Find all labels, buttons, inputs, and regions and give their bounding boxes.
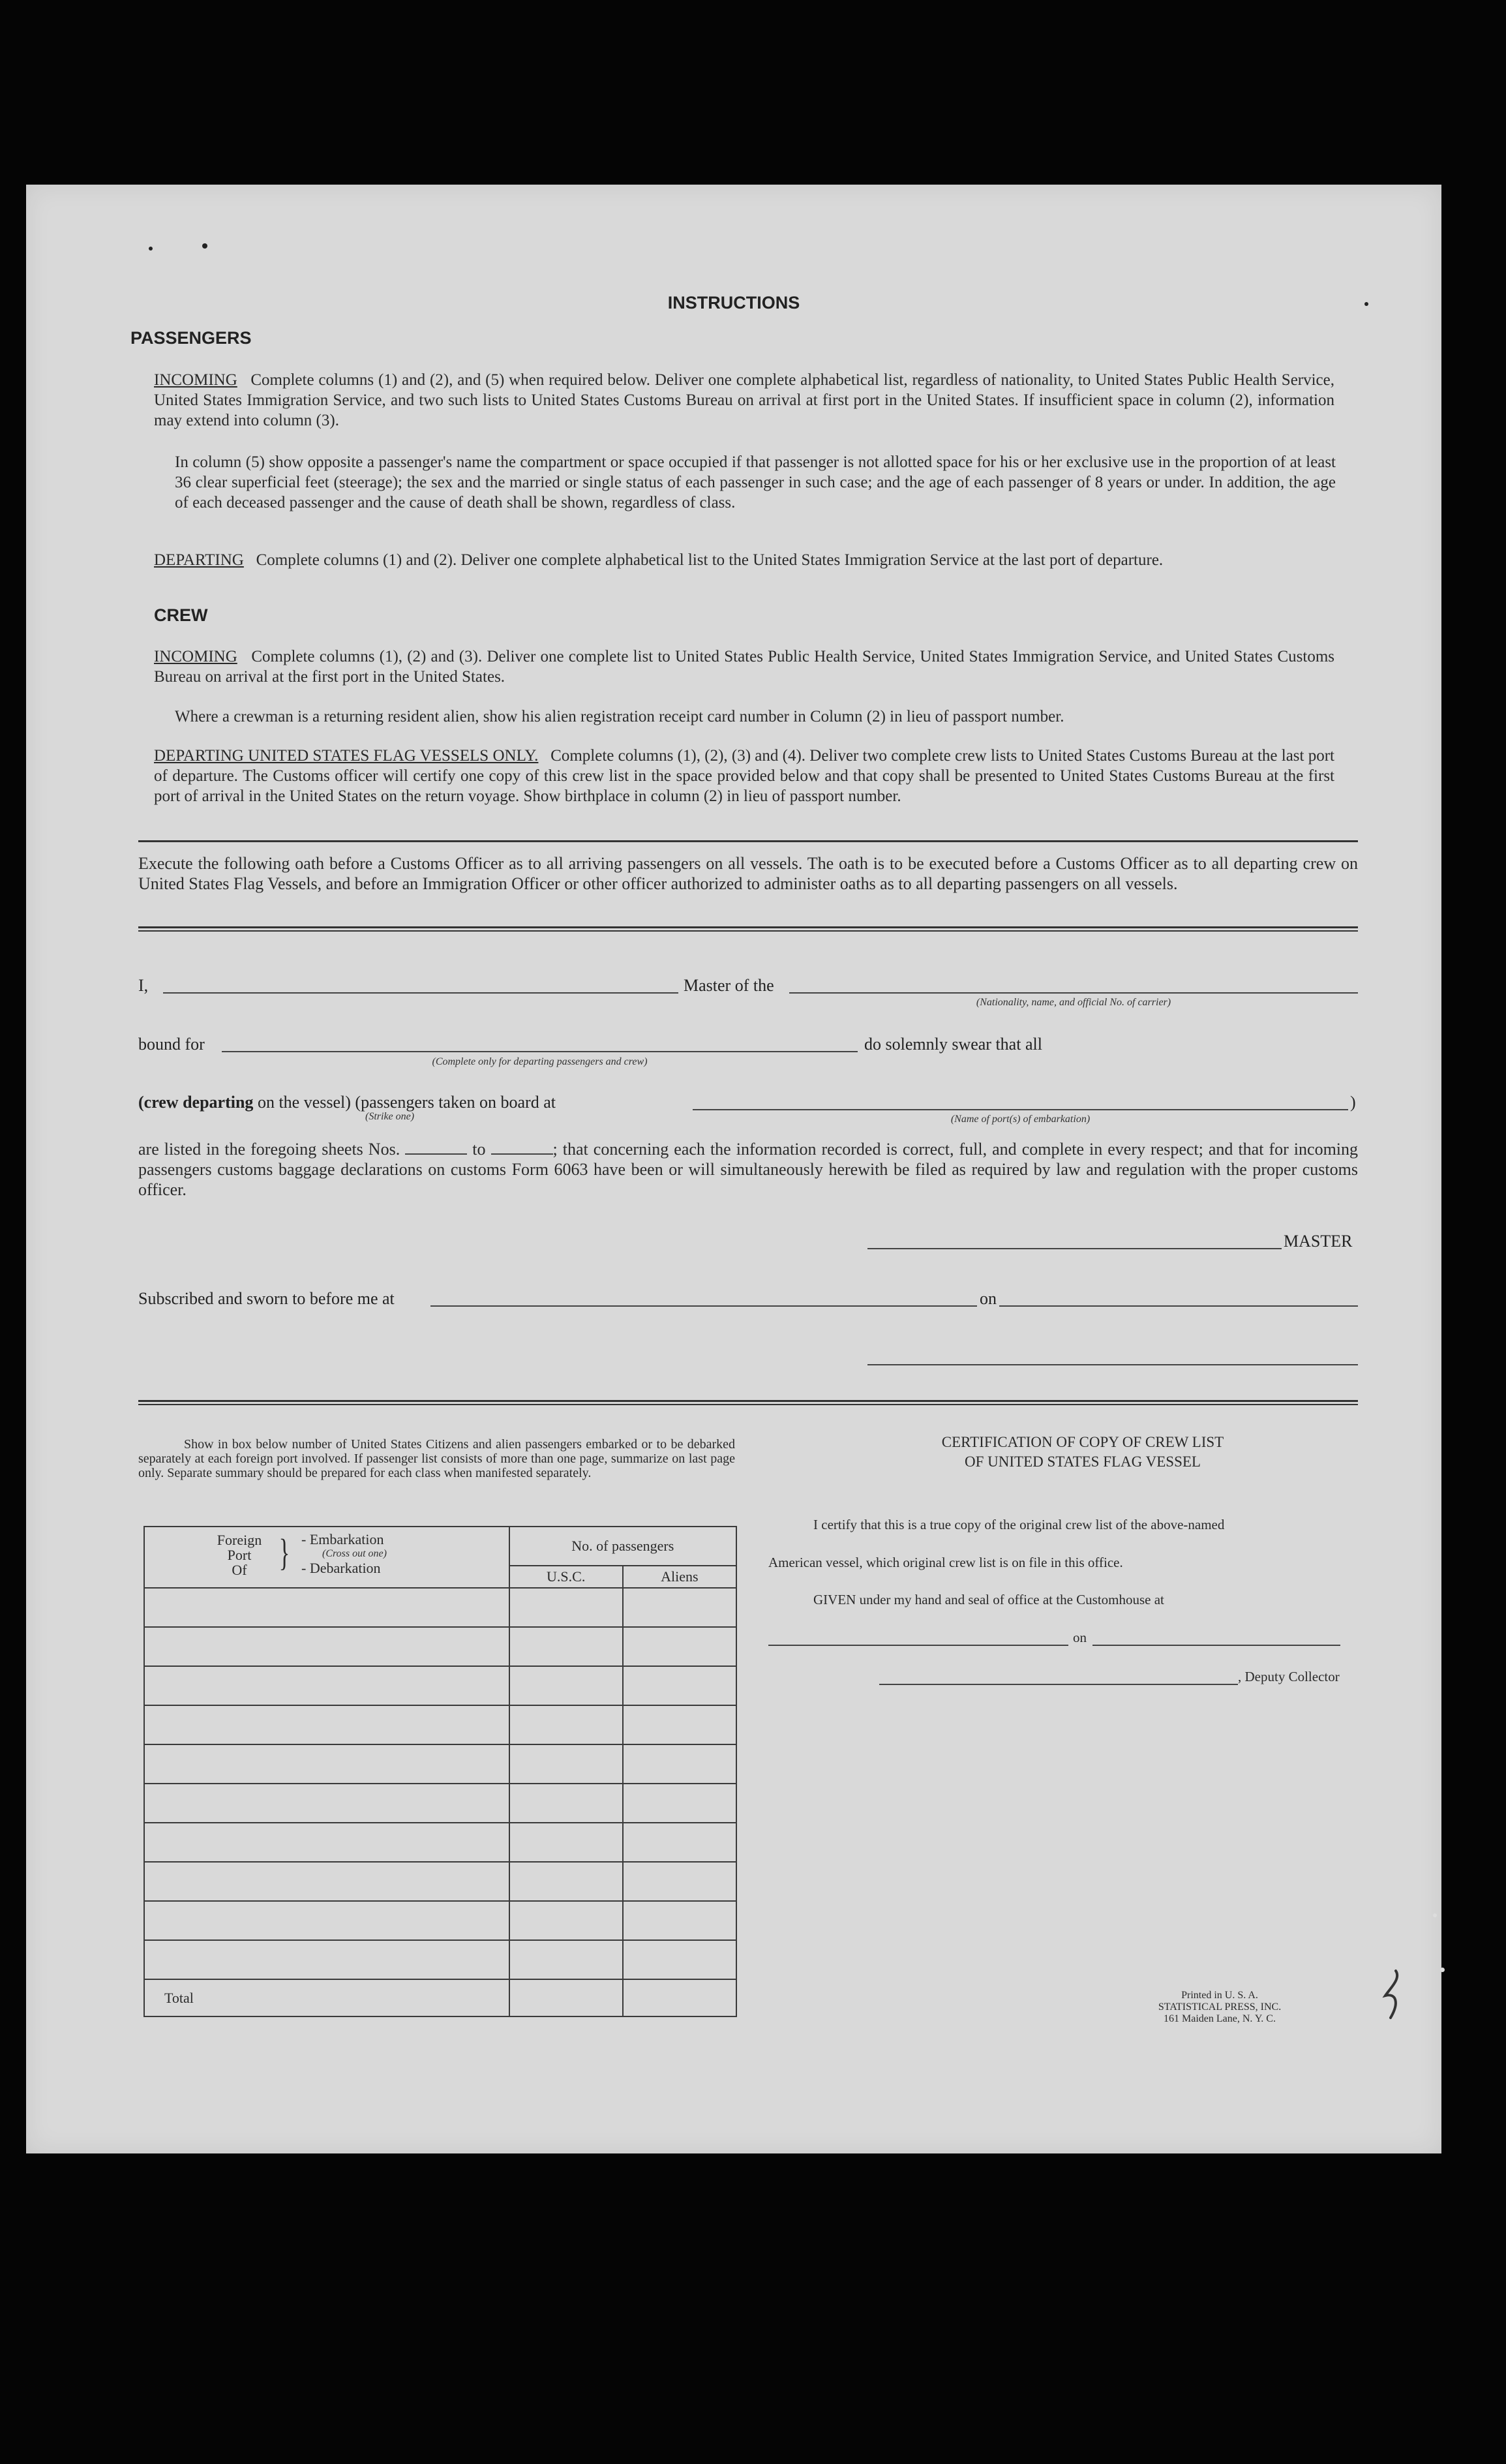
summary-row	[144, 1666, 736, 1705]
passenger-summary-table	[143, 1526, 737, 2017]
on-vessel-label: on the vessel)	[257, 1093, 351, 1112]
debarkation-label: - Debarkation	[301, 1560, 381, 1576]
port-cell[interactable]	[144, 1940, 509, 1979]
embarkation-port-field[interactable]	[693, 1109, 1348, 1110]
usc-cell[interactable]	[509, 1705, 623, 1744]
divider-rule	[138, 930, 1358, 932]
port-cell[interactable]	[144, 1627, 509, 1666]
passengers-heading: PASSENGERS	[130, 328, 252, 348]
flag-vessels-label: DEPARTING UNITED STATES FLAG VESSELS ONLY.	[154, 747, 539, 765]
customhouse-field[interactable]	[768, 1645, 1068, 1646]
usc-cell[interactable]	[509, 1901, 623, 1940]
carrier-caption: (Nationality, name, and official No. of carrier)	[976, 997, 1171, 1008]
port-cell[interactable]	[144, 1588, 509, 1627]
column5-paragraph: In column (5) show opposite a passenger's name the compartment or space occupied if that passenger is not allotted space for his or her exclusive use in the proportion of at least 36 clear superficial feet (steerage); the sex and the married or single status of each passenger in such case; and the age of each passenger of 8 years or under. In addition, the age of each deceased passenger and the cause of death shall be shown, regardless of class.	[175, 453, 1336, 511]
sheet-to-field[interactable]	[491, 1139, 553, 1155]
aliens-cell[interactable]	[623, 1588, 736, 1627]
cross-out-caption: (Cross out one)	[322, 1548, 387, 1559]
of-label: Of	[232, 1562, 247, 1578]
port-cell[interactable]	[144, 1823, 509, 1862]
port-cell[interactable]	[144, 1784, 509, 1823]
border-dot	[1440, 1968, 1445, 1972]
crew-departing-label: (crew departing	[138, 1093, 254, 1112]
printer-line-2: STATISTICAL PRESS, INC.	[1158, 2001, 1282, 2013]
brace-icon: }	[279, 1531, 290, 1574]
port-cell[interactable]	[144, 1666, 509, 1705]
officer-signature-field[interactable]	[867, 1364, 1358, 1365]
sworn-place-field[interactable]	[430, 1305, 977, 1307]
divider-rule	[138, 926, 1358, 928]
usc-cell[interactable]	[509, 1862, 623, 1901]
strike-caption: (Strike one)	[365, 1111, 415, 1122]
summary-row	[144, 1862, 736, 1901]
sheet-from-field[interactable]	[405, 1139, 467, 1155]
total-aliens-cell[interactable]	[623, 1979, 736, 2016]
border-dot	[1433, 1913, 1437, 1917]
master-label: MASTER	[1284, 1232, 1353, 1251]
aliens-cell[interactable]	[623, 1744, 736, 1784]
embarkation-label: - Embarkation	[301, 1531, 384, 1547]
no-of-passengers-header: No. of passengers	[509, 1527, 736, 1566]
aliens-cell[interactable]	[623, 1784, 736, 1823]
passengers-incoming-paragraph	[154, 370, 1334, 431]
port-label: Port	[227, 1547, 252, 1563]
to-label: to	[472, 1140, 486, 1159]
oath-intro-paragraph: Execute the following oath before a Customs Officer as to all arriving passengers on all vessels. The oath is to be executed before a Customs Officer as to all departing crew on United States Flag Vessels, and before an Immigration Officer or other officer authorized to administer oaths as to all departing passengers on all vessels.	[138, 854, 1358, 893]
departing-label: DEPARTING	[154, 551, 244, 569]
departing-text: Complete columns (1) and (2). Deliver one complete alphabetical list to the United States Immigration Service at the last port of departure.	[256, 551, 1164, 569]
divider-rule	[138, 1400, 1358, 1402]
printer-line-1: Printed in U. S. A.	[1181, 1990, 1258, 2001]
certification-title-line-2: OF UNITED STATES FLAG VESSEL	[965, 1453, 1201, 1470]
port-cell[interactable]	[144, 1862, 509, 1901]
close-paren: )	[1350, 1093, 1356, 1112]
embark-debark-labels	[301, 1532, 387, 1575]
crew-incoming-paragraph	[154, 646, 1334, 687]
port-cell[interactable]	[144, 1901, 509, 1940]
certify-line-2: American vessel, which original crew list is on file in this office.	[768, 1555, 1123, 1570]
bound-for-label: bound for	[138, 1035, 205, 1054]
master-name-field[interactable]	[163, 992, 678, 994]
sworn-date-field[interactable]	[999, 1305, 1358, 1307]
mark-dot	[149, 247, 153, 251]
summary-row	[144, 1784, 736, 1823]
aliens-cell[interactable]	[623, 1666, 736, 1705]
listed-text-2: ; that concerning each the information recorded is correct, full, and complete in every respect; and that for incoming passengers customs baggage declarations on customs Form 6063 have been or will simultaneously herewith be filed as required by law and regulation with the proper customs officer.	[138, 1140, 1359, 1199]
total-usc-cell[interactable]	[509, 1979, 623, 2016]
summary-row	[144, 1705, 736, 1744]
incoming-text: Complete columns (1) and (2), and (5) when required below. Deliver one complete alphabetical list, regardless of nationality, to United States Public Health Service, United States Immigration Service, and two such lists to United States Customs Bureau on arrival at first port in the United States. If insufficient space in column (2), information may extend into column (3).	[154, 371, 1335, 429]
crew-incoming-label: INCOMING	[154, 648, 237, 665]
incoming-label: INCOMING	[154, 371, 237, 389]
usc-cell[interactable]	[509, 1666, 623, 1705]
deputy-collector-label: , Deputy Collector	[1238, 1669, 1340, 1684]
form-page	[26, 185, 1441, 2153]
aliens-cell[interactable]	[623, 1627, 736, 1666]
usc-cell[interactable]	[509, 1627, 623, 1666]
instructions-title: INSTRUCTIONS	[667, 293, 800, 312]
carrier-field[interactable]	[789, 992, 1358, 994]
usc-header: U.S.C.	[509, 1566, 623, 1588]
flag-vessels-paragraph	[154, 746, 1334, 806]
deputy-collector-signature-field[interactable]	[879, 1684, 1238, 1685]
total-label-cell	[144, 1979, 509, 2016]
summary-row	[144, 1588, 736, 1627]
sworn-on-label: on	[980, 1289, 997, 1308]
crew-incoming-text: Complete columns (1), (2) and (3). Deliver one complete list to United States Public Health Service, United States Immigration Service, and United States Customs Bureau on arrival at the first port in the United States.	[154, 648, 1334, 686]
crew-passengers-line	[138, 1093, 556, 1112]
certification-title-line-1: CERTIFICATION OF COPY OF CREW LIST	[941, 1434, 1224, 1450]
aliens-cell[interactable]	[623, 1705, 736, 1744]
passengers-taken-label: (passengers taken on board at	[355, 1093, 556, 1112]
handwritten-mark-icon	[1376, 1966, 1409, 2024]
aliens-cell[interactable]	[623, 1823, 736, 1862]
foreign-label: Foreign	[217, 1532, 262, 1548]
crewman-paragraph: Where a crewman is a returning resident alien, show his alien registration receipt card number in Column (2) in lieu of passport number.	[175, 708, 1064, 725]
port-cell[interactable]	[144, 1705, 509, 1744]
usc-cell[interactable]	[509, 1823, 623, 1862]
certify-on-label: on	[1073, 1630, 1087, 1645]
summary-row	[144, 1627, 736, 1666]
port-header-cell	[144, 1527, 509, 1588]
certify-line-1: I certify that this is a true copy of the original crew list of the above-named	[813, 1517, 1225, 1532]
swear-label: do solemnly swear that all	[864, 1035, 1042, 1054]
summary-row	[144, 1823, 736, 1862]
subscribed-label: Subscribed and sworn to before me at	[138, 1289, 395, 1308]
listed-paragraph	[138, 1139, 1358, 1200]
total-row	[144, 1979, 736, 2016]
oath-i-label: I,	[138, 976, 149, 995]
flag-vessels-text: Complete columns (1), (2), (3) and (4). Deliver two complete crew lists to United States Customs Bureau at the last port of departure. The Customs officer will certify one copy of this crew list in the space provided below and that copy shall be presented to United States Customs Bureau at the first port of arrival in the United States on the return voyage. Show birthplace in column (2) in lieu of passport number.	[154, 747, 1334, 805]
summary-row	[144, 1901, 736, 1940]
complete-caption: (Complete only for departing passengers and crew)	[432, 1056, 648, 1067]
usc-cell[interactable]	[509, 1588, 623, 1627]
summary-instruction: Show in box below number of United States Citizens and alien passengers embarked or to be debarked separately at each foreign port involved. If passenger list consists of more than one page, summarize on last page only. Separate summary should be prepared for each class when manifested separately.	[138, 1437, 735, 1480]
bound-for-field[interactable]	[222, 1051, 858, 1052]
divider-rule	[138, 840, 1358, 842]
port-caption: (Name of port(s) of embarkation)	[950, 1114, 1091, 1125]
foreign-port-of	[207, 1532, 272, 1577]
printer-line-3: 161 Maiden Lane, N. Y. C.	[1164, 2013, 1276, 2024]
crew-heading: CREW	[154, 605, 208, 625]
port-cell[interactable]	[144, 1744, 509, 1784]
master-signature-field[interactable]	[867, 1248, 1282, 1249]
usc-cell[interactable]	[509, 1940, 623, 1979]
certify-line-3: GIVEN under my hand and seal of office at the Customhouse at	[813, 1592, 1164, 1607]
printer-imprint	[1115, 1990, 1324, 2025]
aliens-header: Aliens	[623, 1566, 736, 1588]
listed-text-1: are listed in the foregoing sheets Nos.	[138, 1140, 400, 1159]
aliens-cell[interactable]	[623, 1940, 736, 1979]
mark-dot	[202, 243, 207, 249]
usc-cell[interactable]	[509, 1744, 623, 1784]
summary-row	[144, 1940, 736, 1979]
certification-title	[757, 1433, 1409, 1472]
usc-cell[interactable]	[509, 1784, 623, 1823]
certify-date-field[interactable]	[1092, 1645, 1340, 1646]
passengers-departing-paragraph	[154, 550, 1334, 570]
total-label: Total	[164, 1989, 194, 2006]
master-of-label: Master of the	[684, 976, 774, 995]
divider-rule	[138, 1404, 1358, 1405]
summary-rows	[144, 1588, 736, 1979]
summary-row	[144, 1744, 736, 1784]
aliens-cell[interactable]	[623, 1901, 736, 1940]
aliens-cell[interactable]	[623, 1862, 736, 1901]
